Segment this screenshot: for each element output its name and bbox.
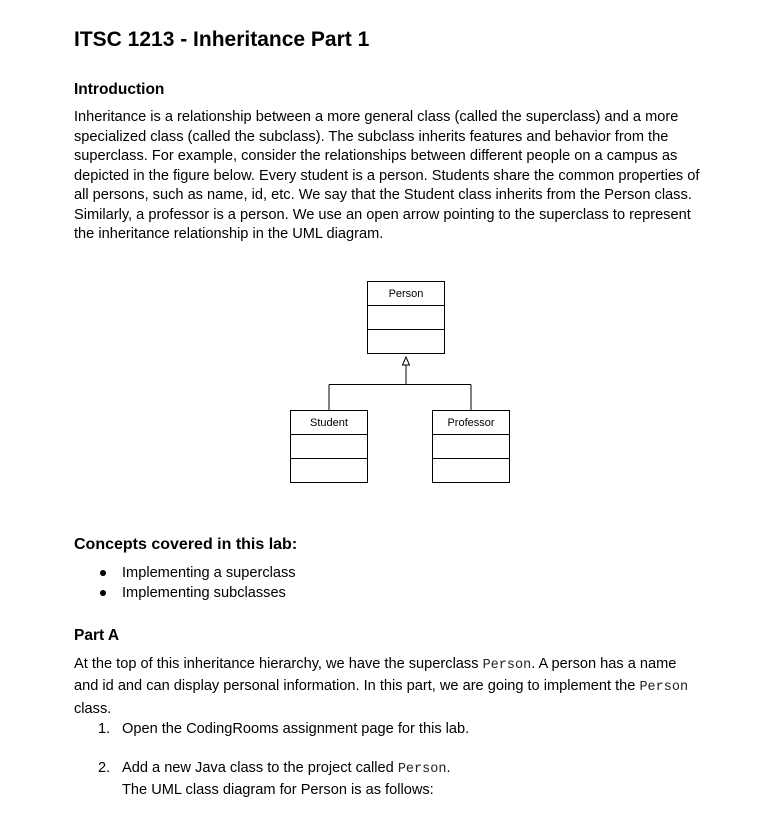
list-item-label: Implementing subclasses <box>122 584 286 601</box>
introduction-paragraph: Inheritance is a relationship between a more general class (called the superclass) and a more specialized class (called the subclass). The subclass inherits features and behavior from the superclass. For example, consider the relationships between different people on a campus as depicted in the figure below. Every student is a person. Students share the common properties of all persons, such as name, id, etc. We say that the Student class inherits from the Person class. Similarly, a professor is a person. We use an open arrow pointing to the superclass to represent the inheritance relationship in the UML diagram. <box>74 109 700 242</box>
list-item <box>74 583 704 603</box>
document-page <box>74 26 704 800</box>
part-a-text-2: . A person has a name and id and can display personal information. In this part, we are going to implement the <box>74 655 677 694</box>
step-text: Open the CodingRooms assignment page for this lab. <box>122 721 470 737</box>
uml-inheritance-diagram <box>74 281 704 527</box>
code-person-3: Person <box>397 762 447 777</box>
step-text-end: . <box>446 760 451 776</box>
inheritance-connector <box>329 357 471 410</box>
step-number: 2. <box>98 760 111 776</box>
part-a-text-1: At the top of this inheritance hierarchy, we have the superclass <box>74 655 483 672</box>
step-item-2 <box>74 758 704 800</box>
person-class-name: Person <box>388 287 424 300</box>
student-class-box <box>291 410 368 482</box>
student-class-name: Student <box>310 416 348 429</box>
step-item-1 <box>74 719 704 739</box>
step-text: Add a new Java class to the project called <box>122 760 398 776</box>
bullet-icon <box>100 570 106 576</box>
person-class-box <box>368 281 445 353</box>
code-person-2: Person <box>639 680 689 695</box>
bullet-icon <box>100 590 106 596</box>
inheritance-arrow-icon <box>403 357 410 365</box>
part-a-paragraph <box>74 654 704 720</box>
professor-class-box <box>433 410 510 482</box>
introduction-heading: Introduction <box>74 81 165 98</box>
code-person-1: Person <box>482 657 532 673</box>
concepts-list <box>74 563 704 603</box>
part-a-heading: Part A <box>74 626 120 644</box>
concepts-heading: Concepts covered in this lab: <box>74 535 298 553</box>
step-number: 1. <box>98 721 111 737</box>
list-item <box>74 563 704 583</box>
page-title: ITSC 1213 - Inheritance Part 1 <box>74 28 370 51</box>
professor-class-name: Professor <box>447 416 495 429</box>
part-a-text-3: class. <box>74 700 112 717</box>
uml-diagram-svg <box>74 281 704 527</box>
part-a-steps <box>74 719 704 800</box>
step-text-line2: The UML class diagram for Person is as follows: <box>122 782 434 798</box>
list-item-label: Implementing a superclass <box>122 564 296 581</box>
